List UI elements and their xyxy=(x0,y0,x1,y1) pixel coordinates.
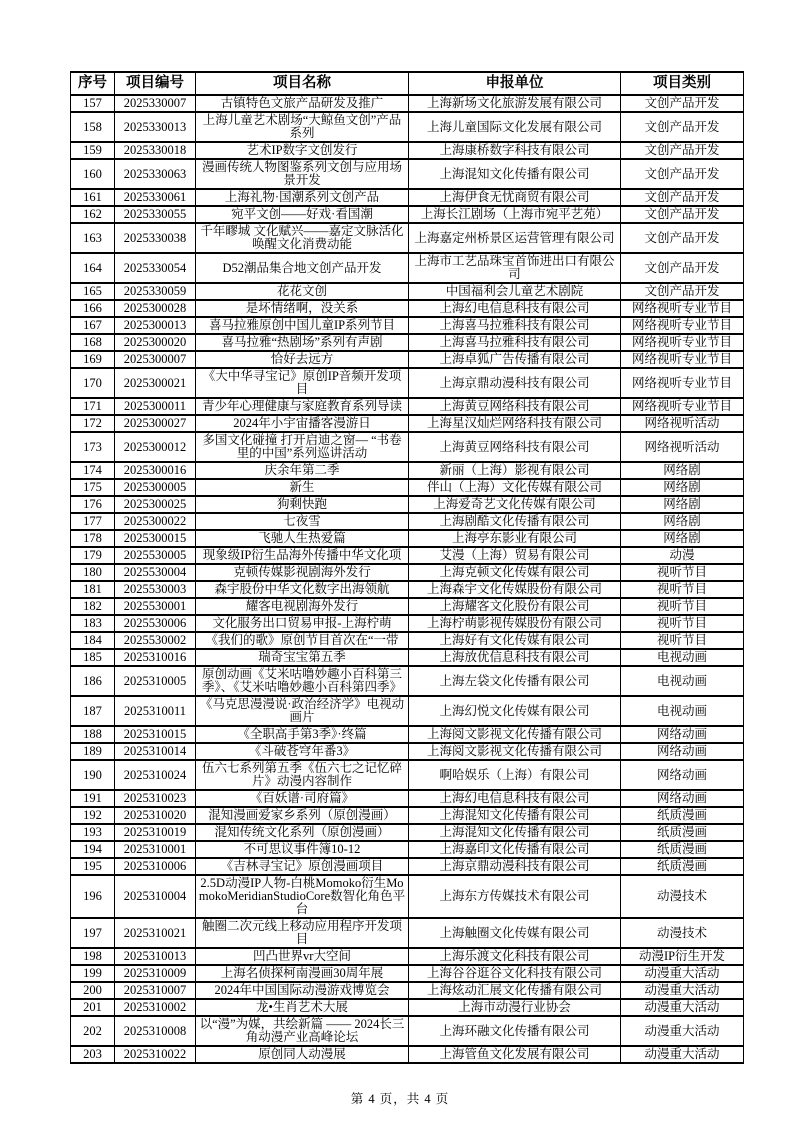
cell-name: 青少年心理健康与家庭教育系列导读 xyxy=(196,398,409,415)
cell-category: 文创产品开发 xyxy=(621,95,744,112)
table-row xyxy=(71,351,744,368)
cell-category: 动漫 xyxy=(621,547,744,564)
cell-unit: 上海儿童国际文化发展有限公司 xyxy=(409,112,621,142)
cell-name: 庆余年第二季 xyxy=(196,462,409,479)
cell-code: 2025330007 xyxy=(115,95,196,112)
cell-name: 喜马拉雅原创中国儿童IP系列节目 xyxy=(196,317,409,334)
table-body xyxy=(71,95,744,1063)
cell-unit: 新丽（上海）影视有限公司 xyxy=(409,462,621,479)
table-row xyxy=(71,726,744,743)
page-footer: 第 4 页，共 4 页 xyxy=(350,1092,450,1106)
table-row xyxy=(71,598,744,615)
cell-unit: 上海柠萌影视传媒股份有限公司 xyxy=(409,615,621,632)
cell-name: 古镇特色文旅产品研发及推广 xyxy=(196,95,409,112)
cell-category: 电视动画 xyxy=(621,696,744,726)
cell-code: 2025310016 xyxy=(115,649,196,666)
cell-unit: 上海幻悦文化传媒有限公司 xyxy=(409,696,621,726)
cell-name: 原创同人动漫展 xyxy=(196,1046,409,1063)
table-row xyxy=(71,1016,744,1046)
cell-unit: 上海长江剧场（上海市宛平艺苑） xyxy=(409,206,621,223)
cell-code: 2025310009 xyxy=(115,965,196,982)
cell-unit: 伴山（上海）文化传媒有限公司 xyxy=(409,479,621,496)
cell-category: 文创产品开发 xyxy=(621,189,744,206)
cell-name: 上海儿童艺术剧场“大鲸鱼文创”产品系列 xyxy=(196,112,409,142)
table-row xyxy=(71,875,744,918)
cell-code: 2025330063 xyxy=(115,159,196,189)
cell-index: 160 xyxy=(71,159,115,189)
table-row xyxy=(71,999,744,1016)
cell-category: 网络剧 xyxy=(621,530,744,547)
cell-unit: 上海喜马拉雅科技有限公司 xyxy=(409,334,621,351)
cell-category: 动漫技术 xyxy=(621,918,744,948)
cell-name: 《我们的歌》原创节目首次在“一带 xyxy=(196,632,409,649)
table-row xyxy=(71,112,744,142)
cell-index: 195 xyxy=(71,858,115,875)
cell-unit: 上海环融文化传播有限公司 xyxy=(409,1016,621,1046)
table-row xyxy=(71,918,744,948)
table-row xyxy=(71,223,744,253)
cell-name: 原创动画《艾米咕噜妙趣小百科第三季》、《艾米咕噜妙趣小百科第四季》 xyxy=(196,666,409,696)
cell-index: 170 xyxy=(71,368,115,398)
cell-code: 2025530001 xyxy=(115,598,196,615)
cell-category: 动漫技术 xyxy=(621,875,744,918)
header-index: 序号 xyxy=(71,72,115,95)
cell-category: 文创产品开发 xyxy=(621,159,744,189)
cell-name: 《马克思漫漫说·政治经济学》电视动画片 xyxy=(196,696,409,726)
cell-category: 文创产品开发 xyxy=(621,283,744,300)
cell-category: 网络视听活动 xyxy=(621,415,744,432)
cell-unit: 艾漫（上海）贸易有限公司 xyxy=(409,547,621,564)
cell-index: 183 xyxy=(71,615,115,632)
header-row xyxy=(71,72,744,95)
cell-index: 164 xyxy=(71,253,115,283)
cell-unit: 上海黄豆网络科技有限公司 xyxy=(409,398,621,415)
cell-unit: 上海耀客文化股份有限公司 xyxy=(409,598,621,615)
cell-code: 2025330013 xyxy=(115,112,196,142)
cell-name: 2.5D动漫IP人物-白桃Momoko衍生MomokoMeridianStudioCore数智化角色平台 xyxy=(196,875,409,918)
cell-code: 2025310005 xyxy=(115,666,196,696)
table-row xyxy=(71,790,744,807)
cell-category: 网络动画 xyxy=(621,726,744,743)
cell-code: 2025300020 xyxy=(115,334,196,351)
cell-unit: 上海放优信息科技有限公司 xyxy=(409,649,621,666)
cell-category: 纸质漫画 xyxy=(621,824,744,841)
cell-category: 网络剧 xyxy=(621,462,744,479)
cell-index: 163 xyxy=(71,223,115,253)
cell-code: 2025330038 xyxy=(115,223,196,253)
cell-code: 2025310022 xyxy=(115,1046,196,1063)
cell-category: 视听节目 xyxy=(621,632,744,649)
cell-index: 166 xyxy=(71,300,115,317)
cell-name: 混知传统文化系列（原创漫画） xyxy=(196,824,409,841)
cell-unit: 中国福利会儿童艺术剧院 xyxy=(409,283,621,300)
table-row xyxy=(71,334,744,351)
cell-category: 动漫重大活动 xyxy=(621,1046,744,1063)
cell-code: 2025310021 xyxy=(115,918,196,948)
cell-code: 2025530006 xyxy=(115,615,196,632)
cell-code: 2025330018 xyxy=(115,142,196,159)
cell-index: 201 xyxy=(71,999,115,1016)
cell-code: 2025310020 xyxy=(115,807,196,824)
table-row xyxy=(71,807,744,824)
cell-name: 宛平文创——好戏·看国潮 xyxy=(196,206,409,223)
table-row xyxy=(71,317,744,334)
cell-name: 2024年中国国际动漫游戏博览会 xyxy=(196,982,409,999)
cell-name: 多国文化碰撞 打开启迪之窗— “书卷里的中国”系列巡讲活动 xyxy=(196,432,409,462)
cell-index: 186 xyxy=(71,666,115,696)
cell-unit: 上海混知文化传播有限公司 xyxy=(409,159,621,189)
cell-index: 165 xyxy=(71,283,115,300)
table-row xyxy=(71,432,744,462)
cell-code: 2025300013 xyxy=(115,317,196,334)
cell-name: 新生 xyxy=(196,479,409,496)
cell-unit: 上海嘉定州桥景区运营管理有限公司 xyxy=(409,223,621,253)
cell-category: 网络剧 xyxy=(621,496,744,513)
table-row xyxy=(71,479,744,496)
cell-unit: 上海东方传媒技术有限公司 xyxy=(409,875,621,918)
cell-index: 176 xyxy=(71,496,115,513)
cell-category: 纸质漫画 xyxy=(621,807,744,824)
table-row xyxy=(71,948,744,965)
cell-name: 七夜雪 xyxy=(196,513,409,530)
cell-unit: 上海炫动汇展文化传播有限公司 xyxy=(409,982,621,999)
cell-code: 2025300015 xyxy=(115,530,196,547)
header-name: 项目名称 xyxy=(196,72,409,95)
cell-index: 200 xyxy=(71,982,115,999)
cell-category: 网络视听专业节目 xyxy=(621,398,744,415)
cell-index: 167 xyxy=(71,317,115,334)
cell-category: 视听节目 xyxy=(621,564,744,581)
cell-category: 网络剧 xyxy=(621,513,744,530)
cell-category: 视听节目 xyxy=(621,598,744,615)
cell-name: 漫画传统人物图鉴系列文创与应用场景开发 xyxy=(196,159,409,189)
cell-unit: 上海管鱼文化发展有限公司 xyxy=(409,1046,621,1063)
cell-code: 2025310024 xyxy=(115,760,196,790)
cell-index: 175 xyxy=(71,479,115,496)
table-row xyxy=(71,760,744,790)
cell-index: 162 xyxy=(71,206,115,223)
table-row xyxy=(71,513,744,530)
cell-index: 182 xyxy=(71,598,115,615)
cell-name: 《吉林寻宝记》原创漫画项目 xyxy=(196,858,409,875)
cell-code: 2025310001 xyxy=(115,841,196,858)
cell-name: 千年疁城 文化赋兴——嘉定文脉活化唤醒文化消费动能 xyxy=(196,223,409,253)
cell-index: 189 xyxy=(71,743,115,760)
cell-unit: 上海触圈文化传媒有限公司 xyxy=(409,918,621,948)
cell-index: 184 xyxy=(71,632,115,649)
cell-category: 电视动画 xyxy=(621,666,744,696)
cell-code: 2025310004 xyxy=(115,875,196,918)
cell-index: 196 xyxy=(71,875,115,918)
cell-category: 文创产品开发 xyxy=(621,142,744,159)
table-row xyxy=(71,841,744,858)
cell-index: 190 xyxy=(71,760,115,790)
table-row xyxy=(71,649,744,666)
cell-code: 2025300007 xyxy=(115,351,196,368)
cell-unit: 上海黄豆网络科技有限公司 xyxy=(409,432,621,462)
cell-code: 2025310023 xyxy=(115,790,196,807)
header-code: 项目编号 xyxy=(115,72,196,95)
cell-unit: 上海亭东影业有限公司 xyxy=(409,530,621,547)
cell-code: 2025300005 xyxy=(115,479,196,496)
cell-code: 2025300011 xyxy=(115,398,196,415)
cell-name: 2024年小宇宙播客漫游日 xyxy=(196,415,409,432)
cell-unit: 上海康桥数字科技有限公司 xyxy=(409,142,621,159)
cell-name: 伍六七系列第五季《伍六七之记忆碎片》动漫内容制作 xyxy=(196,760,409,790)
cell-code: 2025310014 xyxy=(115,743,196,760)
cell-unit: 上海克顿文化传媒有限公司 xyxy=(409,564,621,581)
cell-unit: 上海谷谷逛谷文化科技有限公司 xyxy=(409,965,621,982)
cell-index: 198 xyxy=(71,948,115,965)
cell-name: 现象级IP衍生品海外传播中华文化项 xyxy=(196,547,409,564)
cell-code: 2025530002 xyxy=(115,632,196,649)
cell-unit: 上海混知文化传播有限公司 xyxy=(409,824,621,841)
table-row xyxy=(71,1046,744,1063)
table-row xyxy=(71,982,744,999)
table-row xyxy=(71,398,744,415)
cell-name: 混知漫画爱家乡系列（原创漫画） xyxy=(196,807,409,824)
table-row xyxy=(71,95,744,112)
cell-name: 飞驰人生热爱篇 xyxy=(196,530,409,547)
cell-category: 视听节目 xyxy=(621,615,744,632)
cell-unit: 上海市工艺品珠宝首饰进出口有限公司 xyxy=(409,253,621,283)
cell-unit: 上海伊食无忧商贸有限公司 xyxy=(409,189,621,206)
cell-category: 文创产品开发 xyxy=(621,253,744,283)
cell-index: 161 xyxy=(71,189,115,206)
cell-category: 网络视听专业节目 xyxy=(621,334,744,351)
cell-name: D52潮品集合地文创产品开发 xyxy=(196,253,409,283)
cell-code: 2025330055 xyxy=(115,206,196,223)
table-row xyxy=(71,696,744,726)
cell-code: 2025530003 xyxy=(115,581,196,598)
table-row xyxy=(71,142,744,159)
table-row xyxy=(71,283,744,300)
cell-category: 网络动画 xyxy=(621,743,744,760)
cell-unit: 上海左袋文化传播有限公司 xyxy=(409,666,621,696)
table-row xyxy=(71,496,744,513)
cell-index: 181 xyxy=(71,581,115,598)
cell-code: 2025330061 xyxy=(115,189,196,206)
cell-category: 动漫重大活动 xyxy=(621,999,744,1016)
cell-category: 网络动画 xyxy=(621,790,744,807)
cell-unit: 上海阅文影视文化传播有限公司 xyxy=(409,726,621,743)
cell-category: 动漫重大活动 xyxy=(621,965,744,982)
cell-category: 纸质漫画 xyxy=(621,841,744,858)
table-row xyxy=(71,581,744,598)
table-row xyxy=(71,462,744,479)
cell-name: 森宇股份中华文化数字出海领航 xyxy=(196,581,409,598)
cell-unit: 上海乐渡文化科技有限公司 xyxy=(409,948,621,965)
cell-name: 上海名侦探柯南漫画30周年展 xyxy=(196,965,409,982)
cell-unit: 上海京鼎动漫科技有限公司 xyxy=(409,858,621,875)
cell-name: 《斗破苍穹年番3》 xyxy=(196,743,409,760)
cell-unit: 上海阅文影视文化传播有限公司 xyxy=(409,743,621,760)
table-row xyxy=(71,965,744,982)
cell-code: 2025530004 xyxy=(115,564,196,581)
cell-unit: 啊哈娱乐（上海）有限公司 xyxy=(409,760,621,790)
cell-category: 动漫重大活动 xyxy=(621,1016,744,1046)
cell-unit: 上海京鼎动漫科技有限公司 xyxy=(409,368,621,398)
table-row xyxy=(71,547,744,564)
cell-category: 动漫IP衍生开发 xyxy=(621,948,744,965)
cell-category: 动漫重大活动 xyxy=(621,982,744,999)
cell-code: 2025300025 xyxy=(115,496,196,513)
table-row xyxy=(71,632,744,649)
cell-unit: 上海星汉灿烂网络科技有限公司 xyxy=(409,415,621,432)
table-row xyxy=(71,159,744,189)
cell-category: 网络视听活动 xyxy=(621,432,744,462)
cell-name: 龙•生肖艺术大展 xyxy=(196,999,409,1016)
cell-unit: 上海混知文化传播有限公司 xyxy=(409,807,621,824)
cell-name: 花花文创 xyxy=(196,283,409,300)
cell-code: 2025330054 xyxy=(115,253,196,283)
cell-index: 159 xyxy=(71,142,115,159)
cell-index: 172 xyxy=(71,415,115,432)
cell-index: 171 xyxy=(71,398,115,415)
cell-code: 2025300012 xyxy=(115,432,196,462)
cell-index: 178 xyxy=(71,530,115,547)
cell-index: 188 xyxy=(71,726,115,743)
cell-code: 2025310002 xyxy=(115,999,196,1016)
projects-table xyxy=(70,71,744,1064)
cell-name: 狗剩快跑 xyxy=(196,496,409,513)
cell-category: 网络动画 xyxy=(621,760,744,790)
cell-name: 是坏情绪啊，没关系 xyxy=(196,300,409,317)
cell-index: 177 xyxy=(71,513,115,530)
header-unit: 申报单位 xyxy=(409,72,621,95)
cell-name: 克顿传媒影视剧海外发行 xyxy=(196,564,409,581)
cell-name: 瑞奇宝宝第五季 xyxy=(196,649,409,666)
cell-unit: 上海喜马拉雅科技有限公司 xyxy=(409,317,621,334)
cell-index: 180 xyxy=(71,564,115,581)
cell-index: 157 xyxy=(71,95,115,112)
cell-code: 2025310019 xyxy=(115,824,196,841)
cell-code: 2025530005 xyxy=(115,547,196,564)
cell-name: 凹凸世界vr大空间 xyxy=(196,948,409,965)
cell-unit: 上海市动漫行业协会 xyxy=(409,999,621,1016)
table-row xyxy=(71,415,744,432)
cell-index: 168 xyxy=(71,334,115,351)
cell-code: 2025300028 xyxy=(115,300,196,317)
cell-unit: 上海剧酷文化传播有限公司 xyxy=(409,513,621,530)
cell-name: 喜马拉雅“热剧场”系列有声剧 xyxy=(196,334,409,351)
cell-unit: 上海爱奇艺文化传媒有限公司 xyxy=(409,496,621,513)
cell-category: 网络视听专业节目 xyxy=(621,368,744,398)
cell-code: 2025310006 xyxy=(115,858,196,875)
cell-name: 文化服务出口贸易申报-上海柠萌 xyxy=(196,615,409,632)
cell-name: 艺术IP数字文创发行 xyxy=(196,142,409,159)
cell-unit: 上海嘉印文化传播有限公司 xyxy=(409,841,621,858)
table-row xyxy=(71,564,744,581)
cell-index: 202 xyxy=(71,1016,115,1046)
cell-index: 185 xyxy=(71,649,115,666)
table-row xyxy=(71,253,744,283)
cell-code: 2025310011 xyxy=(115,696,196,726)
cell-category: 电视动画 xyxy=(621,649,744,666)
cell-category: 网络剧 xyxy=(621,479,744,496)
cell-category: 文创产品开发 xyxy=(621,112,744,142)
cell-code: 2025310008 xyxy=(115,1016,196,1046)
cell-index: 179 xyxy=(71,547,115,564)
cell-index: 174 xyxy=(71,462,115,479)
table-row xyxy=(71,824,744,841)
cell-index: 169 xyxy=(71,351,115,368)
cell-category: 纸质漫画 xyxy=(621,858,744,875)
cell-name: 恰好去远方 xyxy=(196,351,409,368)
cell-unit: 上海幻电信息科技有限公司 xyxy=(409,300,621,317)
cell-code: 2025310015 xyxy=(115,726,196,743)
cell-index: 192 xyxy=(71,807,115,824)
table-row xyxy=(71,666,744,696)
cell-index: 193 xyxy=(71,824,115,841)
cell-unit: 上海森宇文化传媒股份有限公司 xyxy=(409,581,621,598)
table-row xyxy=(71,858,744,875)
header-category: 项目类别 xyxy=(621,72,744,95)
cell-unit: 上海幻电信息科技有限公司 xyxy=(409,790,621,807)
cell-code: 2025310013 xyxy=(115,948,196,965)
cell-code: 2025300027 xyxy=(115,415,196,432)
cell-category: 文创产品开发 xyxy=(621,223,744,253)
cell-name: 《百妖谱·司府篇》 xyxy=(196,790,409,807)
cell-code: 2025300021 xyxy=(115,368,196,398)
cell-code: 2025300016 xyxy=(115,462,196,479)
cell-category: 视听节目 xyxy=(621,581,744,598)
cell-name: 不可思议事件簿10-12 xyxy=(196,841,409,858)
cell-code: 2025310007 xyxy=(115,982,196,999)
cell-index: 197 xyxy=(71,918,115,948)
cell-index: 173 xyxy=(71,432,115,462)
cell-unit: 上海好有文化传媒有限公司 xyxy=(409,632,621,649)
cell-unit: 上海新场文化旅游发展有限公司 xyxy=(409,95,621,112)
cell-category: 网络视听专业节目 xyxy=(621,317,744,334)
cell-index: 194 xyxy=(71,841,115,858)
cell-index: 203 xyxy=(71,1046,115,1063)
cell-index: 199 xyxy=(71,965,115,982)
cell-unit: 上海卓狐广告传播有限公司 xyxy=(409,351,621,368)
cell-index: 191 xyxy=(71,790,115,807)
table-row xyxy=(71,368,744,398)
table-row xyxy=(71,615,744,632)
cell-code: 2025330059 xyxy=(115,283,196,300)
cell-index: 158 xyxy=(71,112,115,142)
cell-name: 《全职高手第3季》·终篇 xyxy=(196,726,409,743)
cell-name: 上海礼物·国潮系列文创产品 xyxy=(196,189,409,206)
cell-name: 耀客电视剧海外发行 xyxy=(196,598,409,615)
table-row xyxy=(71,189,744,206)
cell-index: 187 xyxy=(71,696,115,726)
cell-category: 文创产品开发 xyxy=(621,206,744,223)
cell-name: 以“漫”为媒，共绘新篇 —— 2024长三角动漫产业高峰论坛 xyxy=(196,1016,409,1046)
cell-category: 网络视听专业节目 xyxy=(621,351,744,368)
table-row xyxy=(71,530,744,547)
table-row xyxy=(71,206,744,223)
cell-name: 《大中华寻宝记》原创IP音频开发项目 xyxy=(196,368,409,398)
table-row xyxy=(71,300,744,317)
cell-category: 网络视听专业节目 xyxy=(621,300,744,317)
table-row xyxy=(71,743,744,760)
cell-code: 2025300022 xyxy=(115,513,196,530)
cell-name: 触圈二次元线上移动应用程序开发项目 xyxy=(196,918,409,948)
